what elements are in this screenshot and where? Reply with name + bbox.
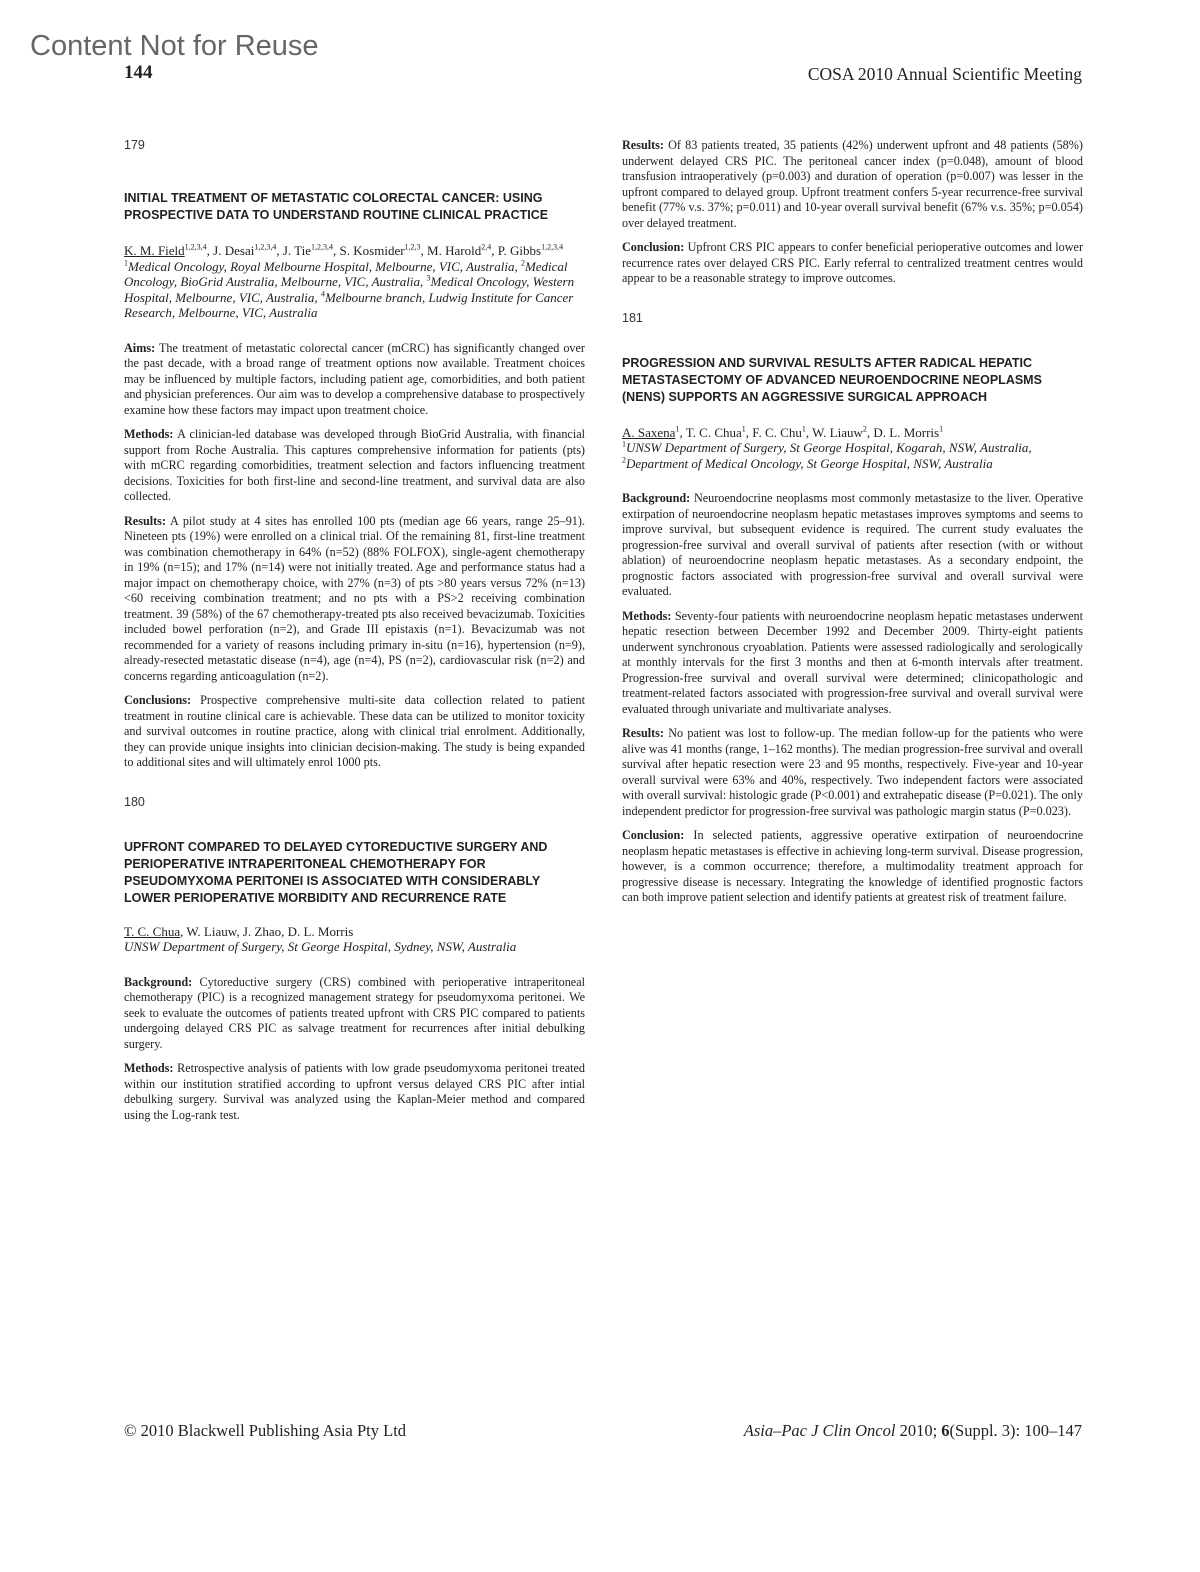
author-name: F. C. Chu bbox=[752, 424, 802, 440]
affiliation-text: Medical Oncology, Western Hospital, Melbourne, VIC, Australia, bbox=[124, 274, 575, 305]
section-text: Of 83 patients treated, 35 patients (42%) underwent upfront and 48 patients (58%) underwent delayed CRS PIC. The peritoneal cancer index (p=0.048), amount of blood transfusion intraoperatively (p=0.003) and duration of operation (p=0.007) was lesser in the upfront compared to delayed group. Upfront treatment confers 5-year recurrence-free survival benefit (77% v.s. 37%; p=0.011) and 10-year overall survival benefit (67% v.s. 35%; p=0.054) over delayed treatment. bbox=[622, 138, 1083, 230]
copyright-notice: © 2010 Blackwell Publishing Asia Pty Ltd bbox=[124, 1421, 407, 1440]
section-text: Upfront CRS PIC appears to confer beneficial perioperative outcomes and lower recurrence rates over delayed CRS PIC. Early referral to centralized treatment centres would appear to be a reasonable strategy to improve outcomes. bbox=[622, 240, 1083, 285]
section-label: Conclusion: bbox=[622, 828, 685, 842]
affiliation-text: UNSW Department of Surgery, St George Hospital, Sydney, NSW, Australia bbox=[124, 939, 517, 954]
affiliation-text: Medical Oncology, BioGrid Australia, Melbourne, VIC, Australia, bbox=[124, 258, 568, 289]
abstract-181 bbox=[622, 311, 1083, 906]
author-affiliation-marker: 1 bbox=[741, 424, 746, 434]
author-affiliation-marker: 1,2,3,4 bbox=[254, 242, 277, 252]
abstract-number: 179 bbox=[124, 138, 145, 152]
abstract-number: 181 bbox=[622, 310, 643, 325]
affiliation-text: UNSW Department of Surgery, St George Hospital, Kogarah, NSW, Australia, bbox=[626, 440, 1032, 455]
affiliation-marker: 2 bbox=[520, 258, 525, 268]
journal-year: 2010; bbox=[899, 1421, 938, 1440]
author-name: M. Harold bbox=[427, 243, 482, 258]
author-name: K. M. Field bbox=[124, 243, 185, 258]
abstract-number: 180 bbox=[124, 794, 145, 809]
affiliation-text: Melbourne branch, Ludwig Institute for Cancer Research, Melbourne, VIC, Australia bbox=[124, 289, 574, 320]
affiliation-marker: 1 bbox=[622, 439, 626, 449]
author-name: S. Kosmider bbox=[339, 243, 405, 258]
section-text: A clinician-led database was developed through BioGrid Australia, with financial support from Roche Australia. This captures comprehensive information for patients (pts) with mCRC regarding comorbidities, treatment selection and factors influencing treatment decisions. Toxicities for both first-line and second-line treatment, and survival data are also collected. bbox=[124, 427, 585, 503]
abstract-179 bbox=[124, 138, 585, 771]
abstract-section-methods bbox=[622, 609, 1083, 718]
author-affiliation-marker: 1,2,3,4 bbox=[184, 242, 207, 252]
section-label: Methods: bbox=[124, 1061, 174, 1075]
abstract-section-results bbox=[622, 726, 1083, 819]
author-name: W. Liauw bbox=[812, 424, 863, 440]
author-affiliation-marker: 1 bbox=[675, 424, 680, 434]
author-affiliation-marker: 2,4 bbox=[481, 242, 492, 252]
author-name: J. Desai bbox=[213, 243, 255, 258]
section-label: Conclusion: bbox=[622, 240, 685, 254]
author-list: T. C. Chua, W. Liauw, J. Zhao, D. L. Morris bbox=[124, 923, 354, 939]
author-name: T. C. Chua bbox=[124, 923, 181, 939]
section-text: A pilot study at 4 sites has enrolled 100 pts (median age 66 years, range 25–91). Nineteen pts (19%) were enrolled on a clinical trial. Of the remaining 81, first-line treatment was combination chemotherapy in 64% (n=52) (88% FOLFOX), single-agent chemotherapy in 19% (n=15); and 17% (n=14) were not initially treated. Age and performance status had a major impact on chemotherapy choice, with 27% (n=3) of pts >80 years versus 72% (n=13) <60 receiving combination treatment; and no pts with a PS>2 receiving combination treatment. 39 (58%) of the 67 chemotherapy-treated pts also received bevacizumab. Toxicities included bowel perforation (n=2), and Grade III epistaxis (n=1). Bevacizumab was not recommended for a variety of reasons including primary in-situ (n=16), hypertension (n=9), already-resected metastatic disease (n=4), age (n=4), PS (n=2), cardiovascular risk (n=2) and concerns regarding anticoagulation (n=2). bbox=[124, 513, 585, 683]
abstract-section-methods bbox=[124, 427, 585, 505]
author-name: P. Gibbs bbox=[497, 243, 542, 258]
section-label: Conclusions: bbox=[124, 693, 192, 707]
abstract-section-background bbox=[124, 975, 585, 1053]
section-text: No patient was lost to follow-up. The median follow-up for the patients who were alive was 41 months (range, 1–162 months). The median progression-free survival and overall survival after hepatic resection were 23 and 95 months, respectively. Five-year and 10-year overall survival were 63% and 40%, respectively. Two independent factors were associated with overall survival: histologic grade (P<0.001) and extrahepatic disease (P=0.021). The only independent predictor for progression-free survival was pathologic margin status (P=0.023). bbox=[622, 726, 1083, 818]
left-column bbox=[124, 138, 585, 1132]
section-label: Results: bbox=[124, 513, 166, 528]
author-name: J. Zhao bbox=[242, 923, 282, 939]
section-label: Results: bbox=[622, 138, 664, 152]
abstract-section-methods bbox=[124, 1061, 585, 1123]
abstract-section-results bbox=[124, 514, 585, 685]
author-name: T. C. Chua bbox=[685, 424, 742, 440]
right-column bbox=[622, 138, 1083, 915]
section-text: The treatment of metastatic colorectal cancer (mCRC) has significantly changed over the past decade, with a broad range of treatment options now available. Treatment choices may be influenced by multiple factors, including patient age, comorbidities, and both patient and physician preferences. Our aim was to develop a comprehensive database to prospectively examine how these factors may impact upon treatment choice. bbox=[124, 340, 585, 417]
affiliation-marker: 4 bbox=[320, 289, 325, 299]
author-affiliation-marker: 1 bbox=[939, 424, 944, 434]
section-label: Aims: bbox=[124, 340, 156, 355]
author-affiliation-marker: 2 bbox=[862, 424, 867, 434]
author-affiliation-marker: 1,2,3,4 bbox=[311, 242, 334, 252]
author-list: K. M. Field$^{1,2,3,4}$, J. Desai$^{1,2,3,4}$, J. Tie$^{1,2,3,4}$, S. Kosmider$^{1,2,3}$, M. Harold$^{2,4}$, P. Gibbs$^{1,2,3,4}$ bbox=[124, 242, 564, 258]
section-text: Seventy-four patients with neuroendocrine neoplasm hepatic metastases underwent hepatic resection between December 1992 and December 2009. Thirty-eight patients underwent synchronous cryoablation. Patients were assessed radiologically and serologically at monthly intervals for the first 3 months and then at 6-month intervals after treatment. Progression-free survival and overall survival were determined; clinicopathologic and treatment-related factors associated with progression-free survival and overall survival were evaluated through univariate and multivariate analyses. bbox=[622, 608, 1083, 716]
abstract-title: PROGRESSION AND SURVIVAL RESULTS AFTER RADICAL HEPATIC METASTASECTOMY OF ADVANCED NEUROENDOCRINE NEOPLASMS (NENS) SUPPORTS AN AGGRESSIVE SURGICAL APPROACH bbox=[622, 355, 1042, 404]
abstract-180-continued bbox=[622, 138, 1083, 287]
section-text: Retrospective analysis of patients with low grade pseudomyxoma peritonei treated within our institution stratified according to upfront versus delayed CRS PIC after intial debulking surgery. Survival was analyzed using the Kaplan-Meier method and compared using the Log-rank test. bbox=[124, 1061, 585, 1122]
section-label: Methods: bbox=[124, 427, 174, 441]
section-label: Results: bbox=[622, 726, 664, 740]
journal-citation bbox=[744, 1421, 1082, 1441]
journal-name: Asia–Pac J Clin Oncol bbox=[743, 1421, 896, 1440]
abstract-section-conclusions bbox=[124, 693, 585, 771]
affiliation-text: Medical Oncology, Royal Melbourne Hospital, Melbourne, VIC, Australia, bbox=[128, 258, 518, 274]
section-text: Prospective comprehensive multi-site data collection related to patient treatment in routine clinical care is achievable. These data can be utilized to monitor toxicity and survival outcomes in routine practice, along with clinical trial enrolment. Additionally, they can provide unique insights into clinician decision-making. The study is being expanded to additional sites and will ultimately enrol 1000 pts. bbox=[124, 693, 586, 769]
author-affiliation-marker: 1,2,3 bbox=[404, 242, 421, 252]
section-text: Cytoreductive surgery (CRS) combined with perioperative intraperitoneal chemotherapy (PIC) is a recognized management strategy for pseudomyxoma peritonei. We seek to evaluate the outcomes of patients treated upfront with CRS PIC compared to patients undergoing delayed CRS PIC as salvage treatment for recurrences after initial debulking surgery. bbox=[124, 974, 586, 1051]
section-label: Background: bbox=[622, 491, 691, 505]
author-name: D. L. Morris bbox=[873, 424, 940, 440]
author-list: A. Saxena$^1$, T. C. Chua$^1$, F. C. Chu$^1$, W. Liauw$^2$, D. L. Morris$^1$ bbox=[622, 424, 944, 440]
affiliation-marker: 1 bbox=[124, 258, 128, 268]
journal-issue: (Suppl. 3): 100–147 bbox=[949, 1421, 1082, 1440]
section-label: Methods: bbox=[622, 608, 672, 623]
section-text: Neuroendocrine neoplasms most commonly metastasize to the liver. Operative extirpation of neuroendocrine neoplasm hepatic metastases improves symptoms and seems to improve survival, but subsequent evidence is required. The current study evaluates the progression-free survival and overall survival of patients after resection (with or without ablation) of neuroendocrine neoplasm hepatic metastases. As a secondary endpoint, the prognostic factors associated with progression-free survival and overall survival were evaluated. bbox=[622, 491, 1083, 598]
affiliations bbox=[124, 259, 585, 321]
abstract-section-conclusion bbox=[622, 828, 1083, 906]
author-name: J. Tie bbox=[282, 243, 312, 258]
author-name: D. L. Morris bbox=[287, 923, 354, 939]
author-affiliation-marker: 1 bbox=[801, 424, 806, 434]
affiliation-text: Department of Medical Oncology, St George Hospital, NSW, Australia bbox=[626, 455, 993, 471]
affiliations bbox=[622, 440, 1083, 471]
affiliation-marker: 2 bbox=[622, 455, 626, 465]
journal-volume: 6 bbox=[941, 1421, 950, 1440]
section-text: In selected patients, aggressive operative extirpation of neuroendocrine neoplasm hepatic metastases is effective in achieving long-term survival. Disease progression, however, is a common occurrence; therefore, a multimodality treatment approach for progressive disease is necessary. Integrating the knowledge of identified prognostic factors can both improve patient selection and identify patients at greatest risk of treatment failure. bbox=[622, 828, 1083, 904]
page-number: 144 bbox=[124, 62, 153, 83]
abstract-section-conclusion bbox=[622, 240, 1083, 287]
abstract-180 bbox=[124, 795, 585, 1124]
affiliations bbox=[124, 939, 585, 955]
abstract-title: INITIAL TREATMENT OF METASTATIC COLORECTAL CANCER: USING PROSPECTIVE DATA TO UNDERSTAND ROUTINE CLINICAL PRACTICE bbox=[124, 191, 549, 222]
abstract-section-results bbox=[622, 138, 1083, 231]
author-name: W. Liauw bbox=[186, 923, 237, 939]
watermark: Content Not for Reuse bbox=[30, 30, 319, 62]
running-head: COSA 2010 Annual Scientific Meeting bbox=[807, 64, 1082, 84]
author-name: A. Saxena bbox=[622, 424, 676, 440]
abstract-section-aims bbox=[124, 341, 585, 419]
affiliation-marker: 3 bbox=[426, 273, 431, 283]
section-label: Background: bbox=[124, 974, 193, 989]
author-affiliation-marker: 1,2,3,4 bbox=[541, 242, 564, 252]
abstract-title: UPFRONT COMPARED TO DELAYED CYTOREDUCTIVE SURGERY AND PERIOPERATIVE INTRAPERITONEAL CHEMOTHERAPY FOR PSEUDOMYXOMA PERITONEI IS ASSOCIATED WITH CONSIDERABLY LOWER PERIOPERATIVE MORBIDITY AND RECURRENCE RATE bbox=[124, 839, 548, 905]
abstract-section-background bbox=[622, 491, 1083, 600]
